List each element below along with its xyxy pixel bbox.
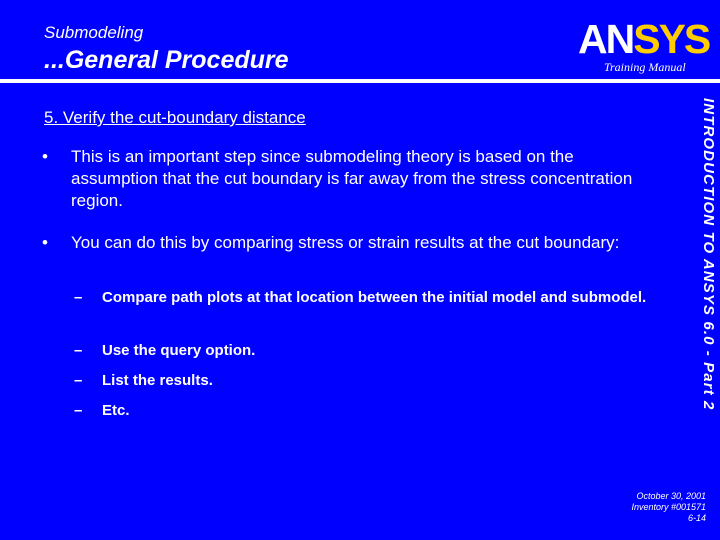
footer-inventory: Inventory #001571 [631, 502, 706, 512]
logo-part-sys: SYS [633, 16, 710, 62]
sub-bullet-marker: – [74, 342, 83, 359]
sub-bullet-item [74, 400, 674, 422]
sub-bullet-marker: – [74, 402, 83, 419]
sub-bullet-text: Compare path plots at that location between the initial model and submodel. [102, 289, 647, 306]
sub-bullet-item [74, 287, 674, 309]
logo-part-an: AN [578, 16, 634, 62]
sub-bullet-item [74, 370, 674, 392]
sub-bullet-text: List the results. [102, 372, 213, 389]
sub-bullet-text: Etc. [102, 402, 130, 419]
bullet-text: You can do this by comparing stress or strain results at the cut boundary: [71, 233, 620, 252]
sidebar [685, 98, 720, 468]
header-divider [0, 79, 720, 83]
bullet-marker: • [42, 233, 48, 252]
page-title: ...General Procedure [44, 46, 289, 74]
ansys-logo [578, 16, 710, 62]
sub-bullet-marker: – [74, 289, 83, 306]
sub-bullet-marker: – [74, 372, 83, 389]
training-manual-label: Training Manual [604, 60, 686, 74]
bullet-item [44, 146, 664, 212]
section-subtitle: Submodeling [44, 23, 144, 42]
step-heading: 5. Verify the cut-boundary distance [44, 108, 306, 127]
footer-date: October 30, 2001 [636, 491, 706, 501]
bullet-marker: • [42, 147, 48, 166]
footer [631, 491, 706, 524]
sub-bullet-item [74, 340, 674, 362]
sub-bullet-text: Use the query option. [102, 342, 256, 359]
sidebar-course-title: INTRODUCTION TO ANSYS 6.0 - Part 2 [700, 98, 717, 411]
footer-page-number: 6-14 [687, 513, 706, 523]
bullet-text: This is an important step since submodeling theory is based on the assumption that the cut boundary is far away from the stress concentration region. [71, 147, 633, 210]
bullet-item [44, 232, 664, 254]
